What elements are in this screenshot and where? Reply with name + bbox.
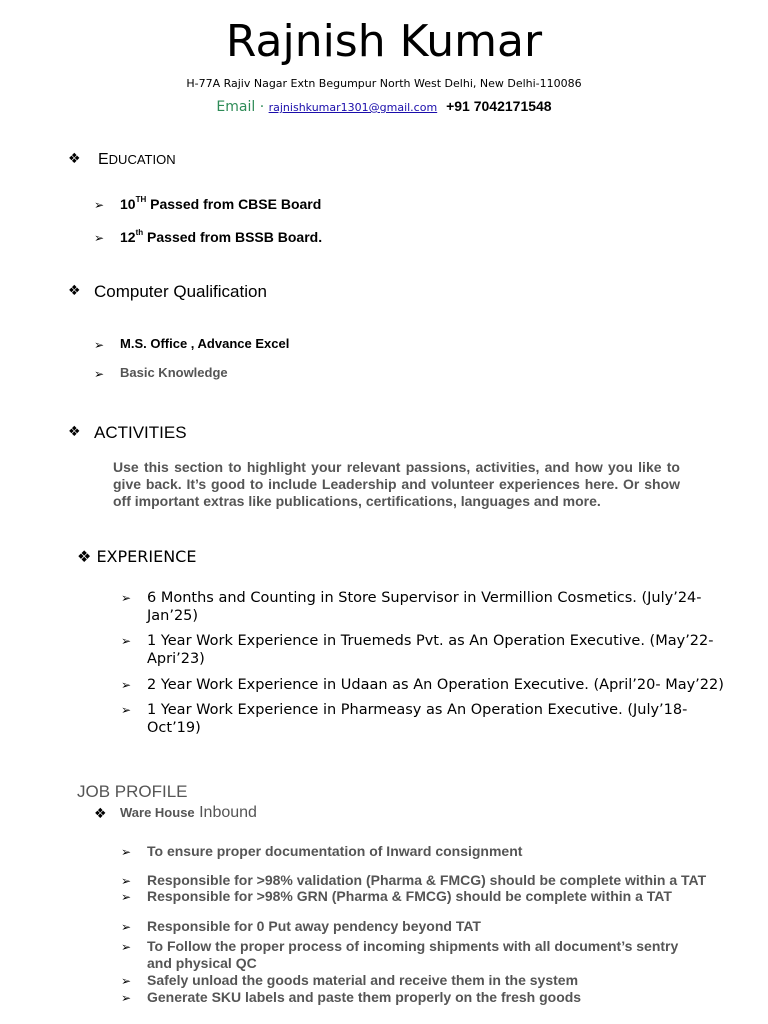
- experience-item: 1 Year Work Experience in Truemeds Pvt. as An Operation Executive. (May’22-Apri’23): [147, 633, 714, 667]
- experience-item: 6 Months and Counting in Store Supervisor in Vermillion Cosmetics. (July’24-Jan’25): [147, 590, 702, 624]
- arrow-bullet-icon: ➢: [121, 634, 132, 648]
- email-link[interactable]: rajnishkumar1301@gmail.com: [268, 101, 438, 114]
- arrow-bullet-icon: ➢: [94, 231, 105, 245]
- activities-heading: ACTIVITIES: [94, 423, 187, 442]
- job-profile-item: To Follow the proper process of incoming shipments with all document’s sentry and physical QC: [147, 938, 679, 971]
- arrow-bullet-icon: ➢: [121, 890, 132, 904]
- diamond-bullet-icon: ❖: [68, 424, 81, 440]
- email-label: Email: [216, 99, 256, 115]
- job-profile-item: Responsible for >98% GRN (Pharma & FMCG) should be complete within a TAT: [147, 888, 672, 904]
- job-profile-subheading: Ware House Inbound: [120, 804, 257, 821]
- job-profile-item: Safely unload the goods material and receive them in the system: [147, 972, 579, 988]
- diamond-bullet-icon: ❖: [68, 151, 81, 167]
- arrow-bullet-icon: ➢: [121, 678, 132, 692]
- job-profile-item: To ensure proper documentation of Inward consignment: [147, 843, 523, 859]
- experience-item: 2 Year Work Experience in Udaan as An Operation Executive. (April’20- May’22): [147, 677, 724, 693]
- arrow-bullet-icon: ➢: [121, 703, 132, 717]
- arrow-bullet-icon: ➢: [121, 920, 132, 934]
- diamond-bullet-icon: ❖: [77, 547, 92, 566]
- diamond-bullet-icon: ❖: [68, 283, 81, 299]
- job-profile-item: Generate SKU labels and paste them properly on the fresh goods: [147, 989, 582, 1005]
- arrow-bullet-icon: ➢: [121, 845, 132, 859]
- computer-item: Basic Knowledge: [120, 365, 228, 380]
- education-item: 12th Passed from BSSB Board.: [120, 228, 323, 245]
- address: H-77A Rajiv Nagar Extn Begumpur North West Delhi, New Delhi-110086: [186, 77, 582, 90]
- education-item: 10TH Passed from CBSE Board: [120, 195, 322, 212]
- job-profile-heading: JOB PROFILE: [77, 782, 188, 801]
- phone-number: +91 7042171548: [446, 98, 552, 114]
- arrow-bullet-icon: ➢: [121, 991, 132, 1005]
- arrow-bullet-icon: ➢: [94, 338, 105, 352]
- experience-item: 1 Year Work Experience in Pharmeasy as An Operation Executive. (July’18-Oct’19): [147, 702, 688, 736]
- computer-heading: Computer Qualification: [94, 282, 267, 301]
- diamond-bullet-icon: ❖: [94, 806, 107, 822]
- job-profile-item: Responsible for 0 Put away pendency beyond TAT: [147, 918, 481, 934]
- arrow-bullet-icon: ➢: [121, 591, 132, 605]
- contact-line: [0, 97, 768, 117]
- computer-item: M.S. Office , Advance Excel: [120, 336, 290, 351]
- arrow-bullet-icon: ➢: [94, 198, 105, 212]
- job-profile-item: Responsible for >98% validation (Pharma & FMCG) should be complete within a TAT: [147, 872, 707, 888]
- arrow-bullet-icon: ➢: [121, 974, 132, 988]
- arrow-bullet-icon: ➢: [121, 874, 132, 888]
- arrow-bullet-icon: ➢: [94, 367, 105, 381]
- candidate-name: Rajnish Kumar: [225, 16, 543, 67]
- activities-text: Use this section to highlight your relevant passions, activities, and how you like to give back. It’s good to include Leadership and volunteer experiences here. Or show off important extras like publications, certifications, languages and more.: [113, 459, 680, 509]
- experience-heading: ❖ EXPERIENCE: [77, 547, 197, 566]
- education-heading: EDUCATION: [98, 151, 176, 168]
- contact-separator: ·: [259, 99, 265, 115]
- arrow-bullet-icon: ➢: [121, 940, 132, 954]
